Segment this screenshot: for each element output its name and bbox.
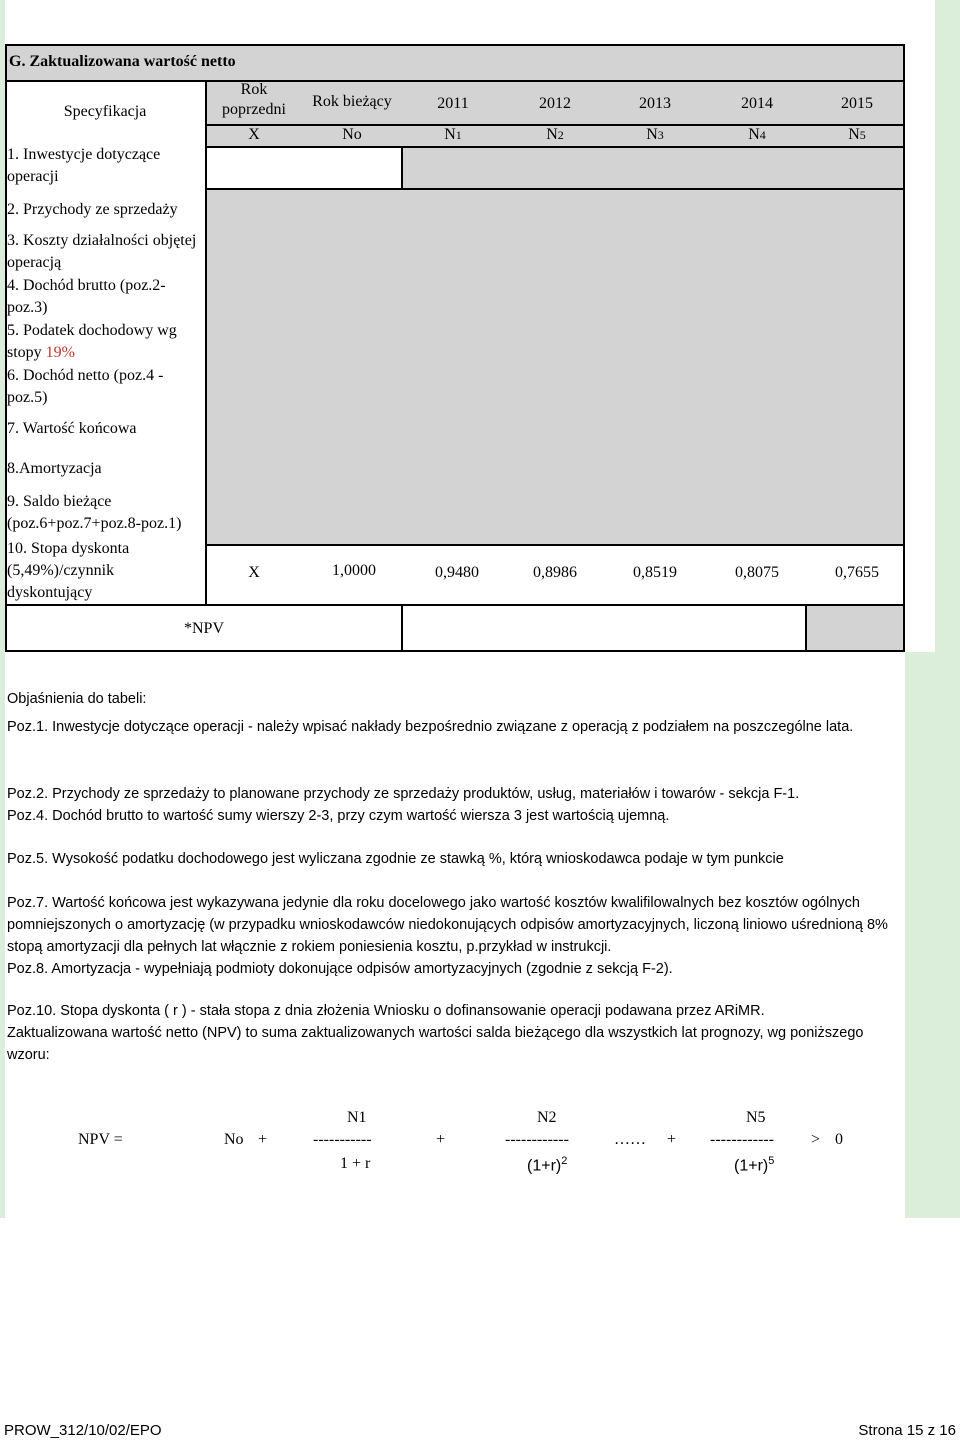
index-header: N3: [646, 126, 664, 143]
row-label: 7. Wartość końcowa: [7, 420, 137, 437]
formula-plus: +: [258, 1131, 268, 1148]
note-paragraph: Poz.10. Stopa dyskonta ( r ) - stała stopa z dnia złożenia Wniosku o dofinansowanie operacji podawana przez ARiMR.: [7, 1003, 765, 1019]
notes-heading: Objaśnienia do tabeli:: [7, 691, 147, 707]
year-header-prev: Rok poprzedni: [222, 81, 286, 118]
formula-lhs: NPV =: [78, 1131, 123, 1148]
row-label: 6. Dochód netto (poz.4 - poz.5): [7, 367, 164, 406]
discount-value: X: [248, 564, 260, 581]
page-margin-strip: [905, 652, 960, 1218]
footer-page-number: Strona 15 z 16: [858, 1422, 956, 1439]
section-title: G. Zaktualizowana wartość netto: [9, 53, 236, 70]
year-header-current: Rok bieżący: [312, 93, 392, 110]
discount-value: 0,8986: [533, 564, 577, 581]
npv-label: *NPV: [183, 620, 224, 637]
row-label: 10. Stopa dyskonta (5,49%)/czynnik dyskontujący: [7, 540, 130, 601]
row-label: 3. Koszty działalności objętej operacją: [7, 232, 197, 271]
row-label: 8.Amortyzacja: [7, 460, 102, 477]
discount-value: 1,0000: [332, 562, 376, 579]
index-header: X: [248, 126, 260, 143]
row-label: 5. Podatek dochodowy wg stopy 19%: [7, 322, 177, 361]
cell-grey: [401, 146, 905, 188]
data-grey-block: [205, 188, 905, 604]
formula-n1-line: -----------: [313, 1131, 372, 1148]
year-header: 2011: [437, 95, 469, 112]
year-header: 2012: [539, 95, 571, 112]
note-paragraph: Zaktualizowana wartość netto (NPV) to suma zaktualizowanych wartości salda bieżącego dla wszystkich lat prognozy, wg poniższego wzoru:: [7, 1025, 864, 1063]
formula-no: No: [224, 1131, 244, 1148]
discount-value: 0,7655: [835, 564, 879, 581]
index-header: No: [342, 126, 362, 143]
discount-value: 0,8075: [735, 564, 779, 581]
formula-n2-line: ------------: [505, 1131, 569, 1148]
note-paragraph: Poz.1. Inwestycje dotyczące operacji - należy wpisać nakłady bezpośrednio związane z operacją z podziałem na poszczególne lata.: [7, 719, 854, 735]
formula-n5-numerator: N5: [746, 1109, 766, 1126]
discount-value: 0,9480: [435, 564, 479, 581]
npv-table: [5, 44, 905, 652]
formula-zero: 0: [835, 1131, 843, 1148]
formula-n5-denominator: $(1+r)^5$: [734, 1155, 775, 1175]
year-header: 2014: [741, 95, 773, 112]
note-paragraph: Poz.7. Wartość końcowa jest wykazywana jedynie dla roku docelowego jako wartość kosztów kwalifilowalnych bez kosztów ogólnych pomniejszonych o amortyzację (w przypadku wnioskodawców niedokonujących odpisów amortyzacyjnych, liczoną liniowo uśrednioną 8% stopą amortyzacji dla pełnych lat włącznie z rokiem poniesienia kosztu, p.przykład w instrukcji.: [7, 895, 888, 955]
note-paragraph: Poz.8. Amortyzacja - wypełniają podmioty dokonujące odpisów amortyzacyjnych (zgodnie z sekcją F-2).: [7, 961, 673, 977]
row-label: 4. Dochód brutto (poz.2-poz.3): [7, 277, 166, 316]
row-label: 1. Inwestycje dotyczące operacji: [7, 146, 161, 185]
cell-input[interactable]: [205, 146, 403, 188]
index-header: N1: [444, 126, 462, 143]
index-header: N5: [848, 126, 866, 143]
formula-n1-numerator: N1: [347, 1109, 367, 1126]
formula-n5-line: ------------: [710, 1131, 774, 1148]
note-paragraph: Poz.2. Przychody ze sprzedaży to planowane przychody ze sprzedaży produktów, usług, materiałów i towarów - sekcja F-1.: [7, 786, 800, 802]
formula-plus: +: [667, 1131, 677, 1148]
row-label: 2. Przychody ze sprzedaży: [7, 201, 178, 218]
index-header: N4: [748, 126, 766, 143]
discount-value: 0,8519: [633, 564, 677, 581]
index-header: N2: [546, 126, 564, 143]
formula-plus: +: [436, 1131, 446, 1148]
spec-header: Specyfikacja: [63, 103, 147, 120]
row-label: 9. Saldo bieżące (poz.6+poz.7+poz.8-poz.1): [7, 493, 182, 532]
note-paragraph: Poz.4. Dochód brutto to wartość sumy wierszy 2-3, przy czym wartość wiersza 3 jest wartością ujemną.: [7, 808, 670, 824]
formula-n2-denominator: $(1+r)^2$: [527, 1155, 568, 1175]
note-paragraph: Poz.5. Wysokość podatku dochodowego jest wyliczana zgodnie ze stawką %, którą wnioskodawca podaje w tym punkcie: [7, 851, 784, 867]
formula-n1-denominator: 1 + r: [340, 1155, 371, 1172]
formula-n2-numerator: N2: [537, 1109, 557, 1126]
year-header: 2015: [841, 95, 873, 112]
footer-doc-id: PROW_312/10/02/EPO: [4, 1422, 162, 1439]
npv-input[interactable]: [401, 604, 805, 652]
year-header: 2013: [639, 95, 671, 112]
formula-gt: >: [811, 1131, 821, 1148]
npv-grey: [805, 604, 905, 652]
formula-dots: ……: [614, 1131, 646, 1148]
